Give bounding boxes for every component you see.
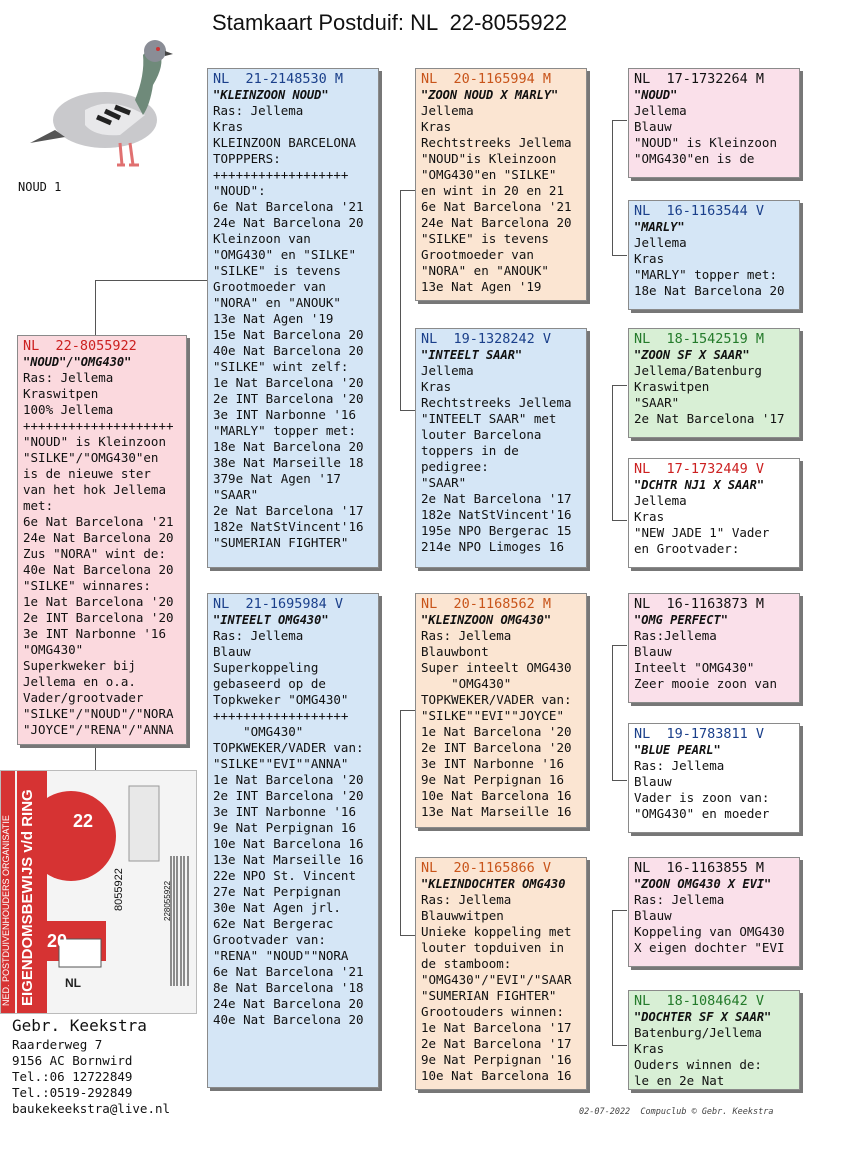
ring-number: NL 16-1163855 M <box>634 860 765 876</box>
pigeon-detail-line: Rechtstreeks Jellema <box>421 395 572 410</box>
owner-info <box>12 1015 170 1117</box>
pigeon-detail-line: Topkweker "OMG430" <box>213 692 349 707</box>
pigeon-detail-line: 2e Nat Barcelona '17 <box>421 491 572 506</box>
pigeon-detail-line: Jellema/Batenburg <box>634 363 762 378</box>
ring-number: NL 21-1695984 V <box>213 596 344 612</box>
pigeon-detail-line: 10e Nat Barcelona 16 <box>421 1068 572 1083</box>
connector <box>612 910 613 1045</box>
pigeon-detail-line: "OMG430"/"EVI"/"SAAR <box>421 972 572 987</box>
pigeon-detail-line: Jellema <box>634 493 687 508</box>
pigeon-detail-line: "OMG430" en moeder <box>634 806 770 821</box>
ring-number: NL 18-1542519 M <box>634 331 765 347</box>
pigeon-detail-line: Kras <box>421 119 452 134</box>
pigeon-detail-line: Jellema <box>634 103 687 118</box>
pigeon-detail-line: Ras:Jellema <box>634 628 717 643</box>
pigeon-detail-line: 13e Nat Marseille 16 <box>421 804 572 819</box>
connector <box>612 255 627 256</box>
pigeon-name: "ZOON OMG430 X EVI" <box>634 877 772 891</box>
connector <box>612 120 613 255</box>
pigeon-detail-line: 8e Nat Barcelona '18 <box>213 980 364 995</box>
pigeon-detail-line: 40e Nat Barcelona 20 <box>213 1012 364 1027</box>
connector <box>400 935 415 936</box>
ring-number: NL 17-1732264 M <box>634 71 765 87</box>
pigeon-detail-line: Blauwwitpen <box>421 908 504 923</box>
pigeon-detail-line: Rechtstreeks Jellema <box>421 135 572 150</box>
connector <box>400 710 401 935</box>
pigeon-detail-line: 3e INT Narbonne '16 <box>23 626 166 641</box>
pigeon-details <box>634 103 794 167</box>
pigeon-detail-line: "OMG430" <box>421 676 512 691</box>
pigeon-detail-line: 195e NPO Bergerac 15 <box>421 523 572 538</box>
ring-card-year-top: 22 <box>73 811 94 831</box>
pigeon-detail-line: 38e Nat Marseille 18 <box>213 455 364 470</box>
pigeon-detail-line: "SILKE"/"NOUD"/"NORA <box>23 706 174 721</box>
pigeon-detail-line: 9e Nat Perpignan 16 <box>213 820 356 835</box>
pigeon-detail-line: "JOYCE"/"RENA"/"ANNA <box>23 722 174 737</box>
pigeon-name: "INTEELT SAAR" <box>421 348 523 362</box>
connector <box>612 1045 627 1046</box>
pigeon-detail-line: "NOUD" is Kleinzoon <box>23 434 166 449</box>
pigeon-detail-line: Grootvader van: <box>213 932 326 947</box>
pigeon-name: "OMG PERFECT" <box>634 613 728 627</box>
pigeon-name: "ZOON NOUD X MARLY" <box>421 88 559 102</box>
pigeon-detail-line: Zeer mooie zoon van <box>634 676 777 691</box>
ring-number: NL 19-1328242 V <box>421 331 552 347</box>
pigeon-detail-line: 6e Nat Barcelona '21 <box>213 964 364 979</box>
pigeon-name: "ZOON SF X SAAR" <box>634 348 750 362</box>
pigeon-detail-line: 10e Nat Barcelona 16 <box>213 836 364 851</box>
pigeon-detail-line: 9e Nat Perpignan 16 <box>421 772 564 787</box>
pigeon-card-fff <box>628 68 800 178</box>
ring-number: NL 20-1168562 M <box>421 596 552 612</box>
connector <box>400 190 415 191</box>
pigeon-detail-line: X eigen dochter "EVI <box>634 940 785 955</box>
pigeon-details <box>634 628 794 692</box>
pigeon-detail-line: "SAAR" <box>634 395 680 410</box>
connector <box>612 385 627 386</box>
pigeon-detail-line: Zus "NORA" wint de: <box>23 546 166 561</box>
pigeon-detail-line: 9e Nat Perpignan '16 <box>421 1052 572 1067</box>
pigeon-card-mff <box>628 593 800 703</box>
pigeon-details <box>23 370 181 738</box>
pigeon-detail-line: louter topduiven in <box>421 940 564 955</box>
ring-ownership-card <box>0 770 197 1014</box>
ring-number: NL 21-2148530 M <box>213 71 344 87</box>
pigeon-detail-line: gebaseerd op de <box>213 676 326 691</box>
pigeon-detail-line: en wint in 20 en 21 <box>421 183 564 198</box>
ring-number: NL 19-1783811 V <box>634 726 765 742</box>
pigeon-detail-line: 100% Jellema <box>23 402 114 417</box>
pigeon-detail-line: 10e Nat Barcelona 16 <box>421 788 572 803</box>
pigeon-detail-line: pedigree: <box>421 459 489 474</box>
pigeon-details <box>421 103 581 295</box>
pigeon-detail-line: Grootouders winnen: <box>421 1004 564 1019</box>
pigeon-detail-line: "NOUD": <box>213 183 266 198</box>
connector <box>400 190 401 410</box>
pigeon-detail-line: Ras: Jellema <box>634 758 725 773</box>
pigeon-detail-line: "OMG430"en "SILKE" <box>421 167 557 182</box>
footer-credit: 02-07-2022 Compuclub © Gebr. Keekstra <box>579 1107 774 1117</box>
ring-card-title: EIGENDOMSBEWIJS v/d RING <box>19 789 36 1006</box>
pigeon-detail-line: 13e Nat Marseille 16 <box>213 852 364 867</box>
owner-phone: Tel.:0519-292849 <box>12 1085 133 1100</box>
pigeon-detail-line: "SILKE" wint zelf: <box>213 359 349 374</box>
pigeon-detail-line: Blauwbont <box>421 644 489 659</box>
ring-card-country: NL <box>65 976 81 990</box>
pigeon-detail-line: is de nieuwe ster <box>23 466 151 481</box>
pigeon-card-fmm <box>628 458 800 568</box>
pigeon-name: "KLEINZOON OMG430" <box>421 613 552 627</box>
ring-card-side-text: NED. POSTDUIVENHOUDERS ORGANISATIE <box>1 815 11 1006</box>
owner-city: 9156 AC Bornwird <box>12 1053 133 1068</box>
pigeon-details <box>421 892 581 1084</box>
pigeon-detail-line: 2e INT Barcelona '20 <box>213 391 364 406</box>
pigeon-detail-line: Blauw <box>213 644 251 659</box>
owner-address: Raarderweg 7 <box>12 1037 103 1052</box>
pigeon-card-father <box>207 68 379 568</box>
pigeon-card-main <box>17 335 187 745</box>
pigeon-detail-line: Koppeling van OMG430 <box>634 924 785 939</box>
ring-number: NL 18-1084642 V <box>634 993 765 1009</box>
pigeon-detail-line: 62e Nat Bergerac <box>213 916 334 931</box>
pigeon-detail-line: 40e Nat Barcelona 20 <box>23 562 174 577</box>
pigeon-detail-line: 2e Nat Barcelona '17 <box>213 503 364 518</box>
ring-card-barcode: 228055922 <box>163 880 172 921</box>
pigeon-detail-line: Superkoppeling <box>213 660 319 675</box>
pigeon-detail-line: 30e Nat Agen jrl. <box>213 900 341 915</box>
pigeon-detail-line: "OMG430" <box>213 724 304 739</box>
pigeon-detail-line: Jellema <box>421 363 474 378</box>
ring-card-number: 8055922 <box>113 868 125 911</box>
pigeon-detail-line: 2e Nat Barcelona '17 <box>421 1036 572 1051</box>
pigeon-detail-line: Ouders winnen de: <box>634 1057 762 1072</box>
pigeon-detail-line: TOPKWEKER/VADER van: <box>213 740 364 755</box>
pigeon-detail-line: 2e INT Barcelona '20 <box>213 788 364 803</box>
pigeon-name: "INTEELT OMG430" <box>213 613 329 627</box>
pigeon-detail-line: 1e Nat Barcelona '20 <box>421 724 572 739</box>
pigeon-detail-line: 24e Nat Barcelona 20 <box>213 996 364 1011</box>
connector <box>95 280 96 335</box>
pigeon-detail-line: ++++++++++++++++++ <box>213 708 349 723</box>
pigeon-detail-line: Jellema <box>634 235 687 250</box>
pigeon-detail-line: ++++++++++++++++++ <box>213 167 349 182</box>
pigeon-detail-line: Ras: Jellema <box>213 628 304 643</box>
pigeon-name: "DOCHTER SF X SAAR" <box>634 1010 772 1024</box>
pigeon-detail-line: "SILKE""EVI""JOYCE" <box>421 708 564 723</box>
pigeon-detail-line: KLEINZOON BARCELONA <box>213 135 356 150</box>
pigeon-detail-line: toppers in de <box>421 443 519 458</box>
pigeon-detail-line: 27e Nat Perpignan <box>213 884 341 899</box>
pigeon-details <box>421 363 581 555</box>
pigeon-detail-line: Inteelt "OMG430" <box>634 660 755 675</box>
pigeon-details <box>634 493 794 557</box>
pigeon-detail-line: "OMG430" <box>23 642 84 657</box>
pigeon-card-mother <box>207 593 379 1088</box>
pigeon-detail-line: TOPPPERS: <box>213 151 281 166</box>
pigeon-detail-line: 18e Nat Barcelona 20 <box>634 283 785 298</box>
pigeon-detail-line: Kraswitpen <box>23 386 99 401</box>
pigeon-detail-line: 6e Nat Barcelona '21 <box>421 199 572 214</box>
pigeon-details <box>421 628 581 820</box>
ring-number: NL 17-1732449 V <box>634 461 765 477</box>
pigeon-photo <box>25 25 175 175</box>
pigeon-detail-line: 379e Nat Agen '17 <box>213 471 341 486</box>
pigeon-detail-line: "SILKE" winnares: <box>23 578 151 593</box>
pigeon-detail-line: Grootmoeder van <box>213 279 326 294</box>
pigeon-name: "NOUD"/"OMG430" <box>23 355 132 369</box>
pigeon-detail-line: "NOUD" is Kleinzoon <box>634 135 777 150</box>
pigeon-name: "BLUE PEARL" <box>634 743 721 757</box>
ring-number: NL 20-1165994 M <box>421 71 552 87</box>
ring-number: NL 16-1163544 V <box>634 203 765 219</box>
pigeon-detail-line: 6e Nat Barcelona '21 <box>213 199 364 214</box>
pigeon-detail-line: "NORA" en "ANOUK" <box>421 263 549 278</box>
pigeon-details <box>634 363 794 427</box>
pigeon-name: "DCHTR NJ1 X SAAR" <box>634 478 765 492</box>
pigeon-card-mmm <box>628 990 800 1090</box>
pigeon-detail-line: "SILKE" is tevens <box>421 231 549 246</box>
pigeon-name: "KLEINDOCHTER OMG430 <box>421 877 566 891</box>
pigeon-detail-line: 24e Nat Barcelona 20 <box>421 215 572 230</box>
pigeon-detail-line: 2e Nat Barcelona '17 <box>634 411 785 426</box>
pigeon-detail-line: "SAAR" <box>213 487 259 502</box>
connector <box>95 280 207 281</box>
pigeon-detail-line: "SILKE"/"OMG430"en <box>23 450 159 465</box>
pigeon-detail-line: Batenburg/Jellema <box>634 1025 762 1040</box>
pigeon-detail-line: 1e Nat Barcelona '20 <box>213 772 364 787</box>
pigeon-detail-line: louter Barcelona <box>421 427 542 442</box>
pigeon-detail-line: 1e Nat Barcelona '20 <box>213 375 364 390</box>
pigeon-detail-line: 40e Nat Barcelona 20 <box>213 343 364 358</box>
pigeon-detail-line: Unieke koppeling met <box>421 924 572 939</box>
ring-number: NL 22-8055922 <box>23 338 137 354</box>
owner-phone-mobile: Tel.:06 12722849 <box>12 1069 133 1084</box>
pigeon-detail-line: Kleinzoon van <box>213 231 311 246</box>
pigeon-detail-line: Kras <box>634 251 665 266</box>
pigeon-detail-line: Blauw <box>634 119 672 134</box>
pigeon-detail-line: ++++++++++++++++++++ <box>23 418 174 433</box>
pigeon-detail-line: Kraswitpen <box>634 379 710 394</box>
pigeon-detail-line: 182e NatStVincent'16 <box>421 507 572 522</box>
connector <box>400 710 415 711</box>
pigeon-name: "MARLY" <box>634 220 685 234</box>
connector <box>612 645 613 780</box>
pigeon-detail-line: "NEW JADE 1" Vader <box>634 525 770 540</box>
pigeon-detail-line: Ras: Jellema <box>421 892 512 907</box>
pigeon-detail-line: 1e Nat Barcelona '20 <box>23 594 174 609</box>
pigeon-card-mfm <box>628 723 800 833</box>
pigeon-card-fm <box>415 328 587 568</box>
connector <box>612 780 627 781</box>
pigeon-detail-line: 6e Nat Barcelona '21 <box>23 514 174 529</box>
page-title: Stamkaart Postduif: NL 22-8055922 <box>212 10 568 35</box>
bird-label: NOUD 1 <box>18 180 62 194</box>
pigeon-card-mf <box>415 593 587 828</box>
pigeon-card-ffm <box>628 200 800 310</box>
pigeon-detail-line: "NOUD"is Kleinzoon <box>421 151 557 166</box>
pigeon-detail-line: Ras: Jellema <box>634 892 725 907</box>
pigeon-details <box>213 628 373 1028</box>
pigeon-detail-line: 3e INT Narbonne '16 <box>421 756 564 771</box>
pigeon-name: "KLEINZOON NOUD" <box>213 88 329 102</box>
pigeon-detail-line: "SILKE""EVI""ANNA" <box>213 756 349 771</box>
pigeon-detail-line: Blauw <box>634 644 672 659</box>
pigeon-detail-line: van het hok Jellema <box>23 482 166 497</box>
pigeon-detail-line: "MARLY" topper met: <box>213 423 356 438</box>
pigeon-detail-line: Kras <box>421 379 452 394</box>
ring-number: NL 16-1163873 M <box>634 596 765 612</box>
pigeon-detail-line: "OMG430" en "SILKE" <box>213 247 356 262</box>
pigeon-detail-line: 15e Nat Barcelona 20 <box>213 327 364 342</box>
connector <box>612 910 627 911</box>
connector <box>612 385 613 520</box>
pigeon-detail-line: Vader is zoon van: <box>634 790 770 805</box>
pigeon-detail-line: 214e NPO Limoges 16 <box>421 539 564 554</box>
pigeon-detail-line: 3e INT Narbonne '16 <box>213 804 356 819</box>
pigeon-detail-line: 13e Nat Agen '19 <box>213 311 334 326</box>
pigeon-detail-line: Kras <box>634 1041 665 1056</box>
pigeon-detail-line: 3e INT Narbonne '16 <box>213 407 356 422</box>
pigeon-card-mm <box>415 857 587 1090</box>
pigeon-detail-line: Kras <box>634 509 665 524</box>
pigeon-detail-line: Ras: Jellema <box>23 370 114 385</box>
pigeon-detail-line: le en 2e Nat <box>634 1073 725 1088</box>
pigeon-detail-line: Vader/grootvader <box>23 690 144 705</box>
pigeon-detail-line: 1e Nat Barcelona '17 <box>421 1020 572 1035</box>
pigeon-detail-line: Ras: Jellema <box>213 103 304 118</box>
pigeon-detail-line: "SUMERIAN FIGHTER" <box>421 988 557 1003</box>
pigeon-detail-line: Grootmoeder van <box>421 247 534 262</box>
pigeon-card-fmf <box>628 328 800 438</box>
pigeon-detail-line: Superkweker bij <box>23 658 136 673</box>
connector <box>400 410 415 411</box>
pigeon-detail-line: Blauw <box>634 774 672 789</box>
pigeon-detail-line: Super inteelt OMG430 <box>421 660 572 675</box>
pigeon-detail-line: "NORA" en "ANOUK" <box>213 295 341 310</box>
ring-number: NL 20-1165866 V <box>421 860 552 876</box>
pigeon-detail-line: Blauw <box>634 908 672 923</box>
pigeon-detail-line: en Grootvader: <box>634 541 740 556</box>
connector <box>612 520 627 521</box>
pigeon-detail-line: "SAAR" <box>421 475 467 490</box>
pigeon-details <box>634 758 794 822</box>
pigeon-detail-line: 18e Nat Barcelona 20 <box>213 439 364 454</box>
pigeon-details <box>634 235 794 299</box>
pigeon-detail-line: 22e NPO St. Vincent <box>213 868 356 883</box>
pigeon-detail-line: Ras: Jellema <box>421 628 512 643</box>
pigeon-card-ff <box>415 68 587 301</box>
owner-email[interactable]: baukekeekstra@live.nl <box>12 1101 171 1116</box>
pigeon-card-mmf <box>628 857 800 967</box>
owner-name: Gebr. Keekstra <box>12 1016 147 1035</box>
pigeon-detail-line: "OMG430"en is de <box>634 151 755 166</box>
connector <box>612 645 627 646</box>
pigeon-detail-line: TOPKWEKER/VADER van: <box>421 692 572 707</box>
pigeon-detail-line: Kras <box>213 119 244 134</box>
pigeon-detail-line: de stamboom: <box>421 956 512 971</box>
pigeon-detail-line: 24e Nat Barcelona 20 <box>213 215 364 230</box>
pigeon-detail-line: 2e INT Barcelona '20 <box>421 740 572 755</box>
pigeon-detail-line: Jellema <box>421 103 474 118</box>
pigeon-details <box>634 1025 794 1089</box>
pigeon-details <box>213 103 373 551</box>
pigeon-detail-line: 2e INT Barcelona '20 <box>23 610 174 625</box>
ring-card-year-bottom: 20 <box>47 931 68 951</box>
pigeon-detail-line: 24e Nat Barcelona 20 <box>23 530 174 545</box>
pigeon-details <box>634 892 794 956</box>
connector <box>612 120 627 121</box>
pigeon-detail-line: "SILKE" is tevens <box>213 263 341 278</box>
pigeon-detail-line: Jellema en o.a. <box>23 674 136 689</box>
pigeon-detail-line: met: <box>23 498 54 513</box>
pigeon-detail-line: "MARLY" topper met: <box>634 267 777 282</box>
pigeon-detail-line: "RENA" "NOUD""NORA <box>213 948 349 963</box>
pigeon-detail-line: 13e Nat Agen '19 <box>421 279 542 294</box>
pigeon-detail-line: "SUMERIAN FIGHTER" <box>213 535 349 550</box>
pigeon-name: "NOUD" <box>634 88 678 102</box>
pigeon-detail-line: 182e NatStVincent'16 <box>213 519 364 534</box>
pigeon-detail-line: "INTEELT SAAR" met <box>421 411 557 426</box>
